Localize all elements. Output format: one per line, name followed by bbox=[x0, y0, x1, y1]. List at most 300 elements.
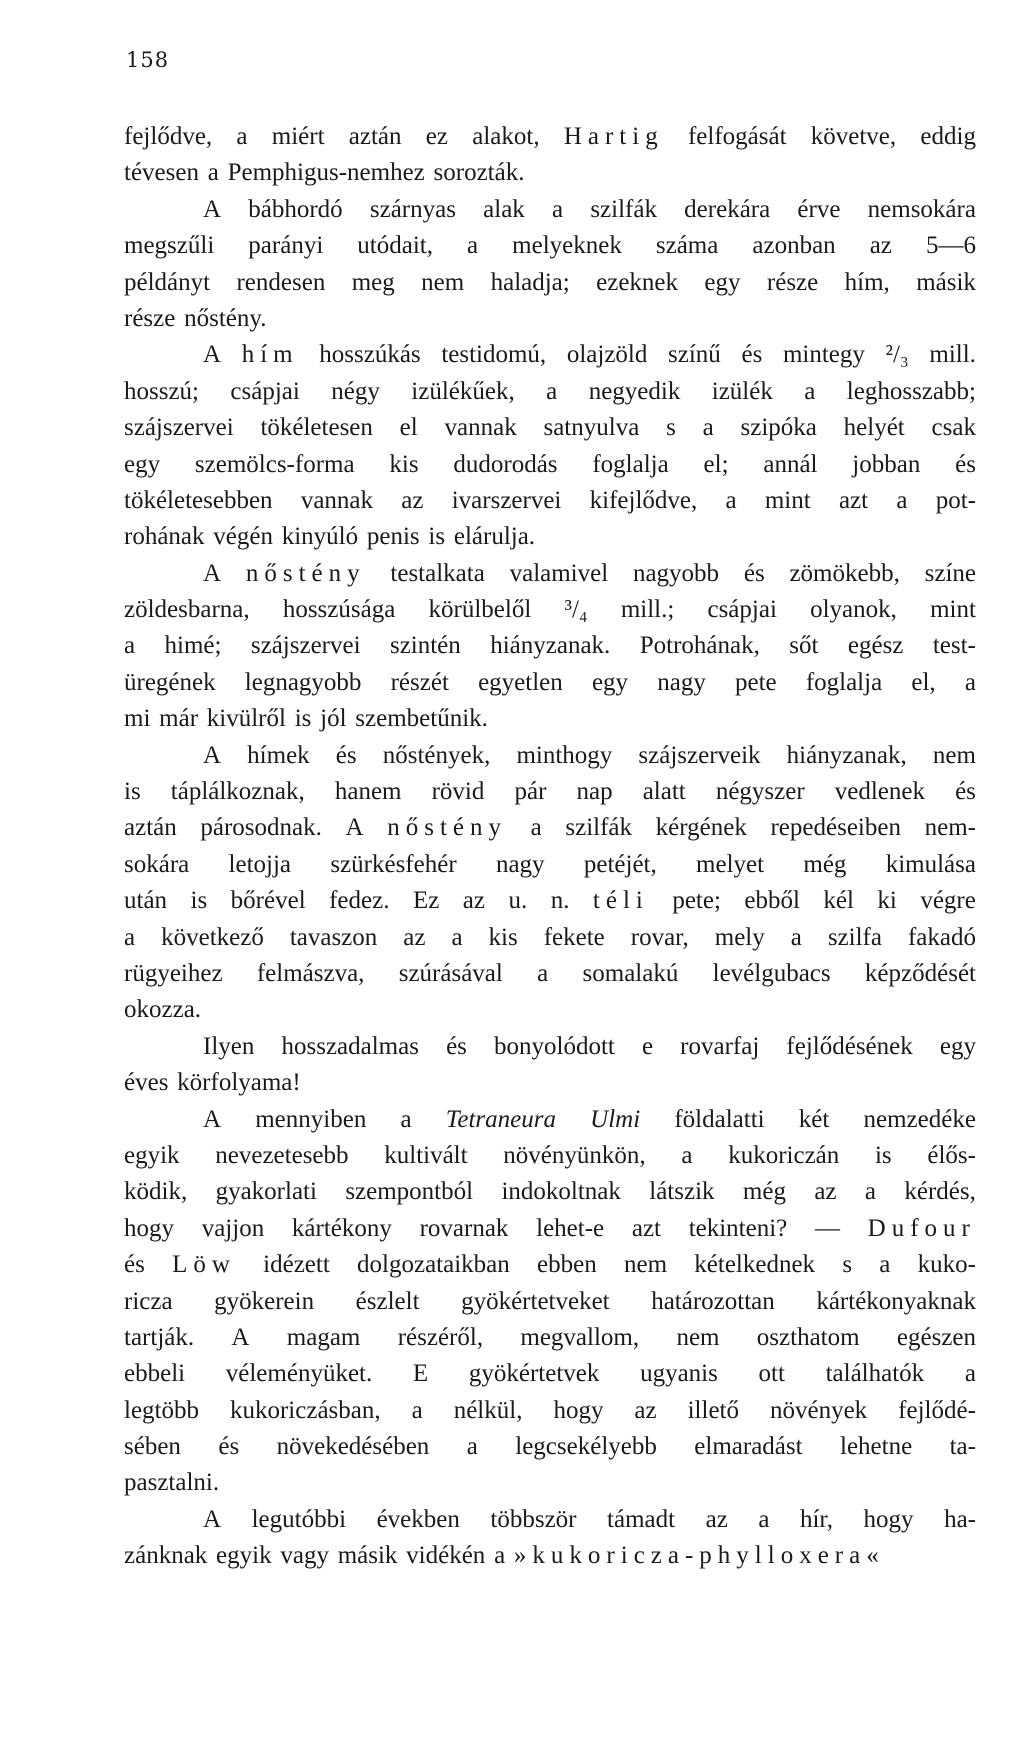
word: után bbox=[124, 887, 168, 915]
text-line bbox=[124, 1429, 976, 1465]
word: egy bbox=[939, 1032, 976, 1060]
word: példányt bbox=[124, 268, 211, 296]
word: is bbox=[124, 778, 141, 806]
text-line bbox=[124, 410, 976, 446]
word: petéjét, bbox=[583, 850, 657, 878]
word: A bbox=[203, 195, 222, 223]
word: téli bbox=[592, 887, 649, 915]
word: magam bbox=[286, 1323, 361, 1351]
word: vedlenek bbox=[834, 778, 925, 806]
word: szárnyas bbox=[369, 195, 456, 223]
word: repedéseiben bbox=[770, 814, 901, 842]
word: is bbox=[428, 523, 446, 551]
word: nemsokára bbox=[867, 195, 976, 223]
word: a bbox=[681, 1141, 693, 1169]
word: az bbox=[462, 887, 485, 915]
word: Hartig bbox=[563, 123, 664, 150]
text-line bbox=[124, 1065, 976, 1101]
word: dudorodás bbox=[453, 450, 558, 478]
word: ezeknek bbox=[596, 268, 679, 296]
word: határozottan bbox=[651, 1287, 775, 1315]
word: szembetűnik. bbox=[355, 705, 488, 733]
word: a bbox=[124, 923, 136, 951]
word: egy bbox=[704, 268, 741, 296]
word: bőrével bbox=[230, 887, 306, 915]
word: a bbox=[411, 1396, 423, 1424]
word: a bbox=[790, 923, 802, 951]
word: mi bbox=[124, 705, 151, 733]
word: fejlődésének bbox=[786, 1032, 913, 1060]
word: színű bbox=[668, 341, 721, 369]
word: kuko- bbox=[917, 1251, 976, 1279]
word: a bbox=[964, 1360, 976, 1388]
word: hiányzanak. bbox=[490, 632, 611, 660]
word: ebben bbox=[537, 1251, 597, 1279]
word: sorozták. bbox=[433, 159, 525, 187]
word: az bbox=[401, 486, 424, 514]
word: kukoriczán bbox=[728, 1141, 840, 1169]
word: is bbox=[874, 1141, 892, 1169]
word: letojja bbox=[228, 850, 292, 878]
word: el; bbox=[703, 450, 729, 478]
word: rovarnak bbox=[419, 1214, 509, 1242]
word: a bbox=[451, 923, 463, 951]
word: szúrásával bbox=[398, 959, 503, 987]
word: növekedésében bbox=[276, 1433, 430, 1461]
word: a bbox=[546, 377, 558, 405]
word: az bbox=[814, 1178, 837, 1206]
word: tévesen bbox=[124, 159, 199, 187]
word: része bbox=[124, 304, 176, 332]
word: melyeknek bbox=[512, 232, 622, 260]
word: években bbox=[376, 1505, 460, 1533]
word: rovar, bbox=[630, 923, 689, 951]
word: mely bbox=[714, 923, 765, 951]
word: himé; bbox=[164, 632, 222, 660]
word: és bbox=[955, 778, 976, 806]
text-line bbox=[124, 1211, 976, 1247]
text-line bbox=[124, 1465, 976, 1501]
word: bábhordó bbox=[248, 195, 343, 223]
word: hím bbox=[241, 341, 299, 369]
word: aztán bbox=[348, 123, 402, 150]
word: ricza bbox=[124, 1287, 173, 1315]
word: egész bbox=[847, 632, 904, 660]
text-line bbox=[124, 1247, 976, 1283]
word: rügyeihez bbox=[124, 959, 223, 987]
word: derekára bbox=[684, 195, 771, 223]
word: kultivált bbox=[384, 1141, 468, 1169]
word: nőstény. bbox=[184, 304, 267, 332]
word: vidékén bbox=[406, 1542, 486, 1570]
word: pete bbox=[735, 668, 777, 696]
text-line bbox=[124, 1284, 976, 1320]
body-text bbox=[124, 119, 976, 1575]
word: mill. bbox=[929, 341, 976, 369]
word: hír, bbox=[799, 1505, 833, 1533]
word: pete; bbox=[672, 887, 721, 915]
word: valamivel bbox=[509, 559, 609, 587]
word: a bbox=[124, 632, 136, 660]
word: már bbox=[159, 705, 199, 733]
text-line bbox=[124, 1393, 976, 1429]
text-line bbox=[124, 1502, 976, 1538]
word: tökéletesen bbox=[260, 414, 373, 442]
word: nem bbox=[623, 1251, 668, 1279]
word: Tetraneura bbox=[445, 1105, 556, 1133]
word: jól bbox=[320, 705, 347, 733]
word: ebbeli bbox=[124, 1360, 186, 1388]
word: a bbox=[236, 123, 248, 150]
word: s bbox=[666, 414, 676, 442]
text-line bbox=[124, 192, 976, 228]
word: ²/₃ bbox=[885, 341, 909, 369]
word: legtöbb bbox=[124, 1396, 199, 1424]
word: kimulása bbox=[885, 850, 976, 878]
word: fejlődé- bbox=[898, 1396, 976, 1424]
word: nőstény bbox=[245, 559, 366, 587]
word: foglalja bbox=[805, 668, 883, 696]
word: A bbox=[203, 1505, 222, 1533]
word: melyet bbox=[696, 850, 765, 878]
text-line bbox=[124, 119, 976, 155]
text-line bbox=[124, 665, 976, 701]
word: és bbox=[218, 1433, 240, 1461]
word: fekete bbox=[543, 923, 605, 951]
word: sokára bbox=[124, 850, 190, 878]
word: körfolyama! bbox=[177, 1069, 301, 1097]
word: olajzöld bbox=[566, 341, 648, 369]
word: a bbox=[552, 195, 564, 223]
word: a bbox=[864, 1178, 877, 1206]
text-line bbox=[124, 810, 976, 846]
word: szájszervei bbox=[124, 414, 234, 442]
text-line bbox=[124, 847, 976, 883]
word: azt bbox=[838, 486, 869, 514]
word: pasztalni. bbox=[124, 1469, 220, 1497]
word: mennyiben bbox=[255, 1105, 367, 1133]
word: száma bbox=[655, 232, 719, 260]
word: legutóbbi bbox=[251, 1505, 347, 1533]
text-line bbox=[124, 1102, 976, 1138]
text-line bbox=[124, 265, 976, 301]
word: a bbox=[964, 668, 976, 696]
word: nőstények, bbox=[382, 741, 491, 769]
word: látszik bbox=[649, 1178, 715, 1206]
word: hosszúsága bbox=[282, 596, 396, 624]
word: test- bbox=[932, 632, 976, 660]
word: a bbox=[207, 159, 219, 187]
word: csápjai bbox=[707, 596, 777, 624]
word: szemölcs-forma bbox=[194, 450, 355, 478]
word: levélgubacs bbox=[712, 959, 831, 987]
word: zömökebb, bbox=[789, 559, 900, 587]
word: nem- bbox=[924, 814, 976, 842]
word: leghosszabb; bbox=[846, 377, 976, 405]
word: éves bbox=[124, 1069, 169, 1097]
word: utódait, bbox=[357, 232, 433, 260]
word: zöldesbarna, bbox=[124, 596, 250, 624]
word: minthogy bbox=[516, 741, 613, 769]
word: fejlődve, bbox=[124, 123, 213, 150]
word: egyik bbox=[124, 1141, 180, 1169]
word: a bbox=[494, 1542, 506, 1570]
word: vannak bbox=[444, 414, 517, 442]
word: négyszer bbox=[715, 778, 805, 806]
word: dolgozataikban bbox=[357, 1251, 510, 1279]
word: okozza. bbox=[124, 996, 202, 1024]
word: a bbox=[758, 1505, 770, 1533]
word: szürkésfehér bbox=[330, 850, 457, 878]
word: mintegy bbox=[782, 341, 865, 369]
word: szilfák bbox=[590, 195, 657, 223]
text-line bbox=[124, 956, 976, 992]
word: is bbox=[294, 705, 312, 733]
word: hiányzanak, bbox=[786, 741, 907, 769]
word: lehetne bbox=[840, 1433, 913, 1461]
word: nemzedéke bbox=[863, 1105, 976, 1133]
text-line bbox=[124, 337, 976, 373]
text-line bbox=[124, 1174, 976, 1210]
word: párosodnak. bbox=[200, 814, 322, 842]
word: somalakú bbox=[582, 959, 679, 987]
word: nevezetesebb bbox=[215, 1141, 349, 1169]
word: A bbox=[203, 1105, 222, 1133]
word: nagyobb bbox=[632, 559, 720, 587]
word: egy bbox=[591, 668, 629, 696]
word: meg bbox=[351, 268, 395, 296]
word: csápjai bbox=[230, 377, 300, 405]
word: Ilyen bbox=[203, 1032, 255, 1060]
word: és bbox=[955, 450, 976, 478]
word: aztán bbox=[124, 814, 177, 842]
word: egyetlen bbox=[478, 668, 563, 696]
word: bonyolódott bbox=[494, 1032, 615, 1060]
page-number: 158 bbox=[126, 48, 170, 72]
word: kivülről bbox=[206, 705, 286, 733]
word: ebből bbox=[744, 887, 800, 915]
word: a bbox=[400, 1105, 412, 1133]
word: a bbox=[879, 1251, 891, 1279]
word: — bbox=[814, 1214, 840, 1242]
word: vagy bbox=[280, 1542, 329, 1570]
word: ivarszervei bbox=[451, 486, 562, 514]
word: Potrohának, bbox=[639, 632, 760, 660]
word: parányi bbox=[248, 232, 324, 260]
word: kis bbox=[389, 450, 419, 478]
word: azonban bbox=[752, 232, 836, 260]
word: izülékűek, bbox=[411, 377, 515, 405]
word: A bbox=[203, 559, 222, 587]
word: ta- bbox=[949, 1433, 976, 1461]
word: kételkednek bbox=[694, 1251, 816, 1279]
text-line bbox=[124, 883, 976, 919]
text-line bbox=[124, 556, 976, 592]
word: és bbox=[446, 1032, 467, 1060]
word: növényünkön, bbox=[503, 1141, 646, 1169]
word: az bbox=[634, 1396, 657, 1424]
word: ³/₄ bbox=[564, 596, 588, 624]
word: szilfák bbox=[565, 814, 633, 842]
word: Löw bbox=[172, 1251, 236, 1279]
word: idézett bbox=[263, 1251, 330, 1279]
word: csak bbox=[931, 414, 976, 442]
word: olyanok, bbox=[810, 596, 897, 624]
word: 5—6 bbox=[925, 232, 976, 260]
word: tavaszon bbox=[289, 923, 378, 951]
word: a bbox=[466, 1433, 478, 1461]
word: színe bbox=[924, 559, 976, 587]
word: kis bbox=[488, 923, 518, 951]
word: többször bbox=[490, 1505, 577, 1533]
word: még bbox=[742, 1178, 786, 1206]
word: ugyanis bbox=[640, 1360, 718, 1388]
word: elárulja. bbox=[453, 523, 536, 551]
word: A bbox=[203, 341, 222, 369]
word: az bbox=[403, 923, 426, 951]
word: részéről, bbox=[397, 1323, 484, 1351]
word: szipóka bbox=[740, 414, 817, 442]
word: ez bbox=[425, 123, 448, 150]
word: üregének bbox=[124, 668, 216, 696]
word: még bbox=[803, 850, 847, 878]
word: hosszúkás bbox=[319, 341, 421, 369]
word: rohának bbox=[124, 523, 205, 551]
word: végre bbox=[920, 887, 976, 915]
word: hogy bbox=[124, 1214, 174, 1242]
word: alak bbox=[483, 195, 525, 223]
word: a bbox=[537, 959, 549, 987]
text-line bbox=[124, 447, 976, 483]
word: lehet-e bbox=[536, 1214, 605, 1242]
word: A bbox=[203, 741, 222, 769]
text-line bbox=[124, 1538, 976, 1574]
word: pár bbox=[514, 778, 547, 806]
word: izülék bbox=[711, 377, 773, 405]
word: kifejlődve, bbox=[589, 486, 698, 514]
word: vajjon bbox=[201, 1214, 265, 1242]
word: felfogását bbox=[687, 123, 787, 150]
text-line bbox=[124, 774, 976, 810]
word: ha- bbox=[944, 1505, 976, 1533]
word: gyökértetvek bbox=[468, 1360, 600, 1388]
word: azt bbox=[631, 1214, 661, 1242]
word: zánknak bbox=[124, 1542, 208, 1570]
word: a bbox=[702, 414, 714, 442]
word: nélkül, bbox=[453, 1396, 523, 1424]
word: tökéletesebben bbox=[124, 486, 273, 514]
word: »kukoricza-phylloxera« bbox=[513, 1542, 885, 1570]
word: és bbox=[335, 741, 357, 769]
word: el, bbox=[911, 668, 936, 696]
text-line bbox=[124, 992, 976, 1028]
word: A bbox=[231, 1323, 250, 1351]
word: élős- bbox=[927, 1141, 976, 1169]
word: találhatók bbox=[825, 1360, 925, 1388]
word: legcsekélyebb bbox=[515, 1433, 657, 1461]
word: alakot, bbox=[472, 123, 540, 150]
word: végén bbox=[213, 523, 273, 551]
word: Ez bbox=[412, 887, 440, 915]
word: el bbox=[399, 414, 418, 442]
word: satnyulva bbox=[543, 414, 640, 442]
word: szempontból bbox=[345, 1178, 474, 1206]
word: táplálkoznak, bbox=[170, 778, 305, 806]
word: kártékony bbox=[291, 1214, 392, 1242]
word: rovarfaj bbox=[680, 1032, 760, 1060]
word: e bbox=[641, 1032, 654, 1060]
word: véleményüket. bbox=[225, 1360, 373, 1388]
word: penis bbox=[366, 523, 420, 551]
word: mill.; bbox=[620, 596, 675, 624]
word: s bbox=[842, 1251, 853, 1279]
word: az bbox=[705, 1505, 728, 1533]
text-line bbox=[124, 1029, 976, 1065]
word: n. bbox=[550, 887, 570, 915]
word: részét bbox=[390, 668, 449, 696]
word: hanem bbox=[334, 778, 402, 806]
word: és bbox=[743, 559, 765, 587]
text-line bbox=[124, 738, 976, 774]
word: Ulmi bbox=[590, 1105, 641, 1133]
word: tartják. bbox=[124, 1323, 195, 1351]
word: fedez. bbox=[329, 887, 390, 915]
word: kél bbox=[823, 887, 854, 915]
word: felmászva, bbox=[256, 959, 365, 987]
word: egyik bbox=[216, 1542, 272, 1570]
word: hogy bbox=[553, 1396, 604, 1424]
word: ki bbox=[877, 887, 897, 915]
word: növények bbox=[769, 1396, 868, 1424]
word: Pemphigus-nemhez bbox=[227, 159, 425, 187]
word: foglalja bbox=[592, 450, 669, 478]
word: szájszerveik bbox=[638, 741, 761, 769]
word: kérdés, bbox=[904, 1178, 976, 1206]
word: nőstény bbox=[387, 814, 507, 842]
word: Dufour bbox=[867, 1214, 976, 1242]
word: hosszú; bbox=[124, 377, 199, 405]
word: két bbox=[798, 1105, 830, 1133]
word: legnagyobb bbox=[244, 668, 362, 696]
word: ott bbox=[758, 1360, 785, 1388]
word: mint bbox=[764, 486, 811, 514]
word: testidomú, bbox=[441, 341, 547, 369]
word: eddig bbox=[920, 123, 976, 150]
word: mint bbox=[930, 596, 976, 624]
word: kártékonyaknak bbox=[816, 1287, 976, 1315]
word: elmaradást bbox=[694, 1433, 803, 1461]
word: illető bbox=[687, 1396, 739, 1424]
word: megvallom, bbox=[520, 1323, 640, 1351]
word: négy bbox=[331, 377, 380, 405]
word: a bbox=[530, 814, 542, 842]
word: része bbox=[766, 268, 819, 296]
word: kinyúló bbox=[281, 523, 359, 551]
word: körülbelől bbox=[428, 596, 532, 624]
word: szájszervei bbox=[250, 632, 361, 660]
word: tekinteni? bbox=[688, 1214, 788, 1242]
word: hím, bbox=[844, 268, 890, 296]
word: sében bbox=[124, 1433, 181, 1461]
word: és bbox=[741, 341, 763, 369]
word: is bbox=[190, 887, 208, 915]
word: alatt bbox=[642, 778, 686, 806]
word: megszűli bbox=[124, 232, 215, 260]
word: észlelt bbox=[355, 1287, 420, 1315]
word: nagy bbox=[657, 668, 706, 696]
word: rendesen bbox=[236, 268, 326, 296]
word: annál bbox=[763, 450, 818, 478]
